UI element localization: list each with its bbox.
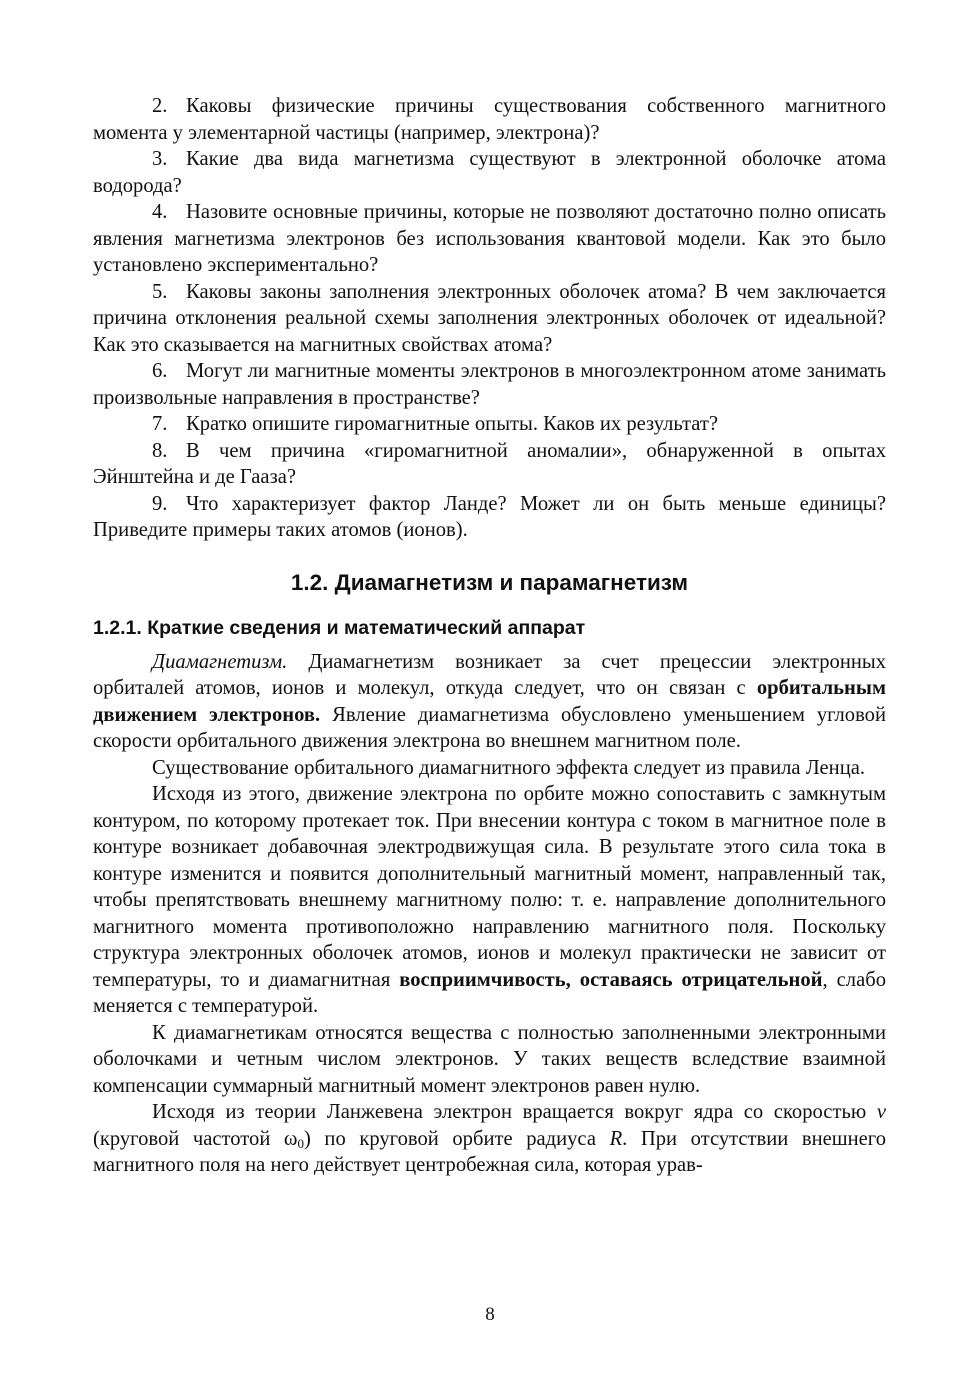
question-6 xyxy=(93,358,886,411)
question-2 xyxy=(93,93,886,146)
paragraph-diamagnetics: К диамагнетикам относятся вещества с полностью заполненными электронными оболочками и четным числом электронов. У таких веществ вследствие взаимной компенсации суммарный магнитный момент электронов равен нулю. xyxy=(93,1021,886,1097)
question-number: 7. xyxy=(152,413,168,435)
radius-symbol: R xyxy=(609,1127,623,1150)
paragraph-circuit-analogy xyxy=(93,781,886,1020)
question-text: Что характеризует фактор Ланде? Может ли он быть меньше единицы? Приведите примеры таких атомов (ионов). xyxy=(93,492,886,541)
subscript-zero: 0 xyxy=(297,1135,304,1151)
question-number: 4. xyxy=(152,201,168,223)
subsection-title: 1.2.1. Краткие сведения и математический аппарат xyxy=(93,616,586,639)
question-4 xyxy=(93,199,886,279)
question-text: Назовите основные причины, которые не позволяют достаточно полно описать явления магнетизма электронов без использования квантовой модели. Как это было установлено экспериментально? xyxy=(93,201,886,276)
paragraph-text: (круговой частотой ω xyxy=(93,1127,298,1150)
page-body xyxy=(93,93,886,1179)
paragraph-text: Исходя из теории Ланжевена электрон вращается вокруг ядра со скоростью xyxy=(152,1101,877,1123)
question-number: 2. xyxy=(152,95,168,117)
page-number: 8 xyxy=(485,1304,495,1325)
paragraph-text: Явление диамагнетизма обусловлено уменьшением угловой скорости орбитального движения электрона во внешнем магнитном поле. xyxy=(93,703,886,752)
questions-list xyxy=(93,93,886,544)
paragraph-diamagnetism xyxy=(93,649,886,755)
question-text: Какие два вида магнетизма существуют в электронной оболочке атома водорода? xyxy=(93,148,886,197)
question-number: 6. xyxy=(152,360,168,382)
question-number: 9. xyxy=(152,492,168,515)
paragraph-lead-term: Диамагнетизм. xyxy=(152,650,288,673)
question-5 xyxy=(93,279,886,359)
question-8 xyxy=(93,438,886,491)
paragraph-text: Исходя из этого, движение электрона по орбите можно сопоставить с замкнутым контуром, по которому протекает ток. При внесении контура с током в магнитное поле в контуре возникает добавочная электродвижущая сила. В результате этого сила тока в контуре изменится и появится дополнительный магнитный момент, направленный так, чтобы препятствовать внешнему магнитному полю: т. е. направление дополнительного магнитного момента противоположно направлению магнитного поля. Поскольку структура электронных оболочек атомов, ионов и молекул практически не зависит от температуры, то и диамагнитная xyxy=(93,783,886,991)
emphasis-text: орбитальным движением электронов. xyxy=(93,677,886,726)
question-3 xyxy=(93,146,886,199)
question-text: Могут ли магнитные моменты электронов в многоэлектронном атоме занимать произвольные направления в пространстве? xyxy=(93,360,886,409)
question-7 xyxy=(93,411,886,438)
paragraph-text: Диамагнетизм возникает за счет прецессии электронных орбиталей атомов, ионов и молекул, откуда следует, что он связан с xyxy=(93,650,886,699)
paragraph-text: ) по круговой орбите радиуса xyxy=(303,1127,610,1150)
question-9 xyxy=(93,491,886,544)
question-number: 8. xyxy=(152,439,168,462)
velocity-symbol: v xyxy=(876,1101,886,1123)
question-text: Каковы физические причины существования собственного магнитного момента у элементарной частицы (например, электрона)? xyxy=(93,95,886,144)
paragraph-lenz-rule: Существование орбитального диамагнитного эффекта следует из правила Ленца. xyxy=(152,756,866,779)
question-text: Кратко опишите гиромагнитные опыты. Каков их результат? xyxy=(186,413,719,435)
section-title: 1.2. Диамагнетизм и парамагнетизм xyxy=(290,569,689,595)
paragraph-text: . При отсутствии внешнего магнитного поля на него действует центробежная сила, которая урав- xyxy=(93,1127,886,1176)
emphasis-text: восприимчивость, оставаясь отрицательной xyxy=(399,968,823,991)
question-text: Каковы законы заполнения электронных оболочек атома? В чем заключается причина отклонения реальной схемы заполнения электронных оболочек от идеальной? Как это сказывается на магнитных свойствах атома? xyxy=(93,280,886,356)
question-text: В чем причина «гиромагнитной аномалии», обнаруженной в опытах Эйнштейна и де Гааза? xyxy=(93,439,886,488)
question-number: 5. xyxy=(152,280,168,303)
paragraph-langevin xyxy=(93,1099,886,1179)
question-number: 3. xyxy=(152,148,168,170)
paragraph-text: , слабо меняется с температурой. xyxy=(93,968,886,1017)
